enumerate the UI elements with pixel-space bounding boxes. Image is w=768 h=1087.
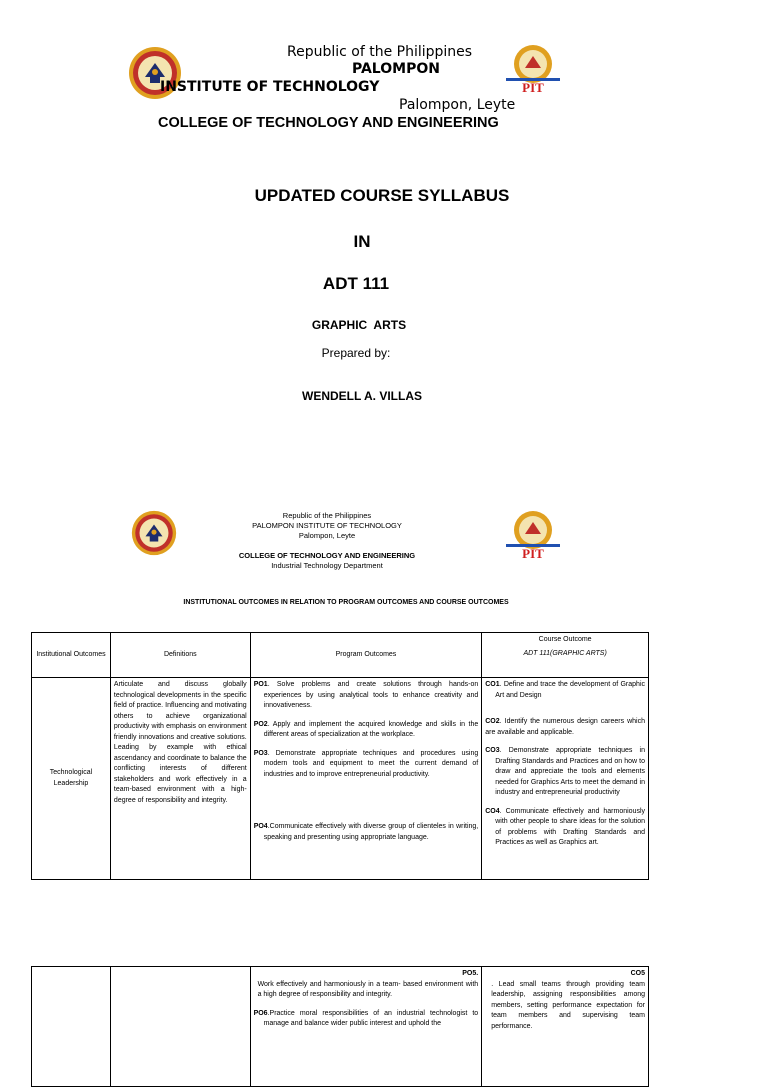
page2-college: COLLEGE OF TECHNOLOGY AND ENGINEERING — [238, 551, 416, 560]
co5-label: CO5 — [630, 970, 645, 977]
po6-text: .Practice moral responsibilities of an industrial technologist to manage and balance wider public interest and uphold the — [263, 1009, 479, 1027]
outcomes-table-continued-wrapper — [31, 966, 649, 1030]
outcomes-table-continued — [31, 966, 649, 1087]
header-program: Program Outcomes — [250, 633, 482, 678]
definition-cell-empty — [110, 967, 250, 1087]
po3-text: . Demonstrate appropriate techniques and procedures using modern tools and equipment to meet the current demand of industries and to improve entrepreneurial productivity. — [263, 749, 479, 778]
page2-republic: Republic of the Philippines — [282, 511, 372, 520]
co2-label: CO2 — [485, 718, 500, 725]
pit-seal-left-small-icon — [128, 510, 180, 556]
course-outcomes-cell — [482, 678, 649, 880]
po2-item — [254, 720, 479, 741]
republic-line: Republic of the Philippines — [287, 44, 473, 60]
pit-logo-small-text: PIT — [522, 546, 544, 561]
co4-text: . Communicate effectively and harmoniously with other people to share ideas for the solution of problems with Drafting Standards and Practices as well as Graphics art. — [495, 807, 645, 846]
po2-label: PO2 — [253, 720, 268, 728]
header-definitions: Definitions — [110, 633, 250, 678]
co1-text: . Define and trace the development of Graphic Art and Design — [495, 681, 645, 699]
co5-text: . Lead small teams through providing team leadership, assigning responsibilities among members, setting performance expectation for team members and supervising team performance. — [491, 980, 645, 1030]
po6-label: PO6 — [253, 1009, 268, 1017]
co2-text: . Identify the numerous design careers which are available and applicable. — [485, 718, 645, 736]
institutional-outcome-cell: Technological Leadership — [32, 678, 111, 880]
course-outcomes-cell-2 — [482, 967, 649, 1087]
location-line: Palompon, Leyte — [399, 97, 516, 113]
header-course-label: Course Outcome — [538, 636, 592, 643]
co1-item — [485, 680, 645, 701]
header-institutional: Institutional Outcomes — [32, 633, 111, 678]
school-name-line1: PALOMPON — [352, 61, 440, 77]
title-in: IN — [353, 232, 371, 251]
page2-department: Industrial Technology Department — [271, 561, 383, 570]
outcomes-table — [31, 632, 649, 880]
prepared-by-label: Prepared by: — [321, 346, 391, 360]
co3-text: . Demonstrate appropriate techniques in Drafting Standards and Practices and on how to draw and appreciate the tools and elements needed for Graphics Arts to meet the demand in industry and entrepreneurial productivity — [495, 747, 645, 796]
program-outcomes-cell — [250, 678, 482, 880]
co3-label: CO3 — [485, 747, 500, 754]
po4-label: PO4 — [253, 823, 268, 830]
co3-item — [485, 746, 645, 799]
co1-label: CO1 — [485, 681, 500, 688]
outcomes-section-title: INSTITUTIONAL OUTCOMES IN RELATION TO PROGRAM OUTCOMES AND COURSE OUTCOMES — [183, 599, 509, 606]
definition-cell: Articulate and discuss globally technological developments in the specific field of practice. Influencing and motivating others to achieve organizational productivity with emphasis on environment friendly innovations and creative solutions. Leading by example with ethical ascendancy and coordinate to balance the conflicting interests of different stakeholders and work effectively in a team-based environment with a high-degree of responsibility and integrity. — [110, 678, 250, 880]
pit-logo-right-icon — [504, 44, 562, 94]
page2-school: PALOMPON INSTITUTE OF TECHNOLOGY — [252, 521, 402, 530]
po5-text: Work effectively and harmoniously in a team- based environment with a high degree of responsibility and integrity. — [257, 980, 479, 998]
po3-label: PO3 — [253, 749, 268, 757]
program-outcomes-cell-2 — [250, 967, 482, 1087]
co2-item — [485, 717, 645, 738]
page2-location: Palompon, Leyte — [298, 531, 356, 540]
table-row — [32, 678, 649, 880]
po1-text: . Solve problems and create solutions through hands-on experiences by using analytical tools to enhance creativity and innovativeness. — [263, 681, 479, 709]
table-header-row — [32, 633, 649, 678]
college-name: COLLEGE OF TECHNOLOGY AND ENGINEERING — [158, 115, 499, 131]
co4-label: CO4 — [485, 807, 500, 815]
pit-logo-right-small-icon — [504, 510, 562, 560]
course-name: GRAPHIC ARTS — [311, 318, 407, 332]
school-name-line2: INSTITUTE OF TECHNOLOGY — [160, 79, 380, 95]
po1-label: PO1 — [253, 681, 268, 688]
header-course — [482, 633, 649, 678]
author-name: WENDELL A. VILLAS — [302, 389, 422, 403]
pit-logo-text: PIT — [522, 80, 544, 95]
po5-label: PO5. — [462, 970, 479, 977]
page2-header — [200, 511, 454, 571]
po1-item — [254, 680, 479, 712]
co4-item — [485, 807, 645, 849]
header-course-sub: ADT 111(GRAPHIC ARTS) — [523, 649, 607, 657]
institutional-outcome-cell-empty — [32, 967, 111, 1087]
po4-item — [254, 822, 479, 843]
po2-text: . Apply and implement the acquired knowledge and skills in the different areas of specialization at the workplace. — [263, 720, 479, 738]
po6-item — [254, 1009, 479, 1030]
po4-text: .Communicate effectively with diverse group of clienteles in writing, speaking and presenting using appropriate language. — [263, 823, 479, 841]
table-row — [32, 967, 649, 1087]
course-code: ADT 111 — [322, 274, 390, 293]
document-title: UPDATED COURSE SYLLABUS — [254, 186, 510, 205]
po3-item — [254, 749, 479, 781]
